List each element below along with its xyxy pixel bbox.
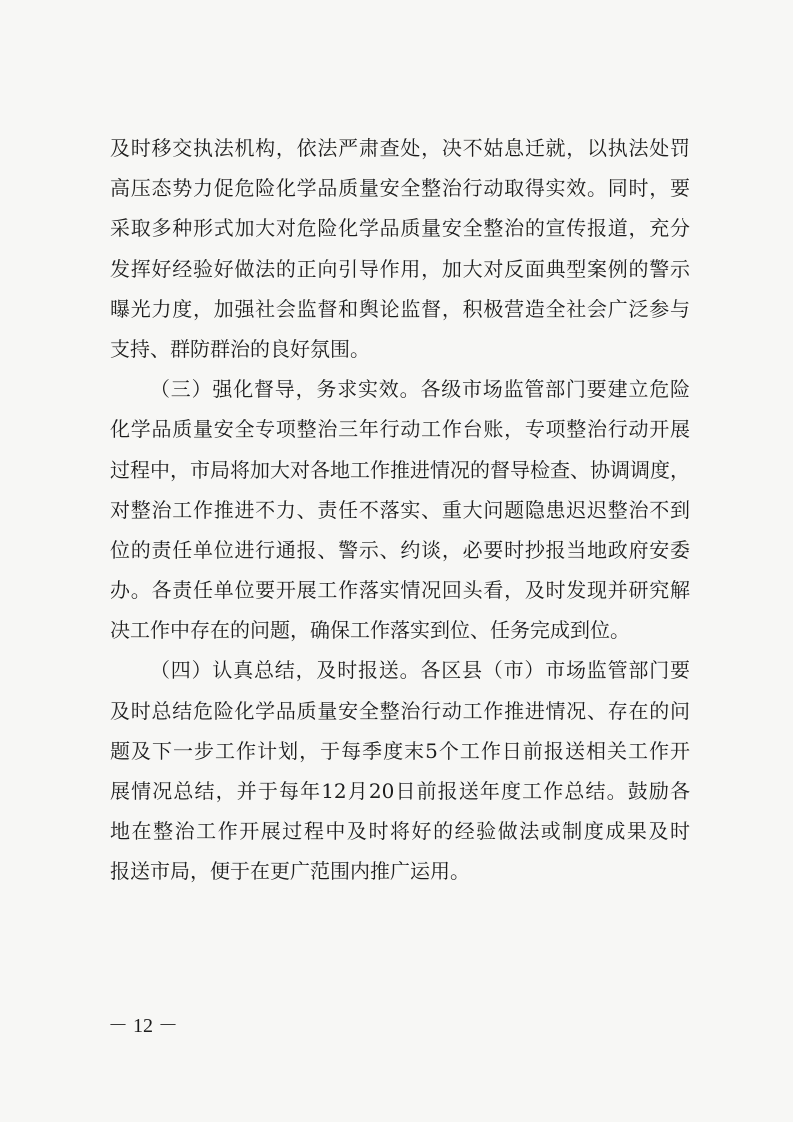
section-heading-line: （四）认真总结，及时报送。各区县（市）市场监管部门要: [150, 658, 690, 683]
text-line: 展情况总结，并于每年12月20日前报送年度工作总结。鼓励各: [110, 779, 690, 803]
text-line: 题及下一步工作计划，于每季度末5个工作日前报送相关工作开: [110, 738, 690, 763]
text-line: 采取多种形式加大对危险化学品质量安全整治的宣传报道，充分: [110, 216, 690, 241]
text-line: 发挥好经验好做法的正向引导作用，加大对反面典型案例的警示: [110, 256, 690, 281]
text-line: 曝光力度，加强社会监督和舆论监督，积极营造全社会广泛参与: [110, 296, 690, 321]
text-line: 高压态势力促危险化学品质量安全整治行动取得实效。同时，要: [110, 176, 690, 201]
section-heading-line: （三）强化督导，务求实效。各级市场监管部门要建立危险: [150, 377, 690, 402]
text-line: 决工作中存在的问题，确保工作落实到位、任务完成到位。: [110, 618, 630, 643]
text-line: 过程中，市局将加大对各地工作推进情况的督导检查、协调调度，: [110, 457, 690, 482]
body-text: [110, 128, 690, 892]
text-line: 报送市局，便于在更广范围内推广运用。: [110, 859, 470, 884]
text-line: 地在整治工作开展过程中及时将好的经验做法或制度成果及时: [110, 819, 690, 844]
text-line: 及时总结危险化学品质量安全整治行动工作推进情况、存在的问: [110, 698, 690, 723]
text-line: 及时移交执法机构，依法严肃查处，决不姑息迁就，以执法处罚: [110, 136, 690, 160]
text-line: 化学品质量安全专项整治三年行动工作台账，专项整治行动开展: [110, 417, 690, 442]
text-line: 支持、群防群治的良好氛围。: [110, 336, 370, 361]
text-line: 对整治工作推进不力、责任不落实、重大问题隐患迟迟整治不到: [110, 497, 690, 522]
text-line: 办。各责任单位要开展工作落实情况回头看，及时发现并研究解: [110, 578, 690, 603]
text-line: 位的责任单位进行通报、警示、约谈，必要时抄报当地政府安委: [110, 537, 690, 562]
page-number: － 12 －: [108, 1015, 178, 1037]
